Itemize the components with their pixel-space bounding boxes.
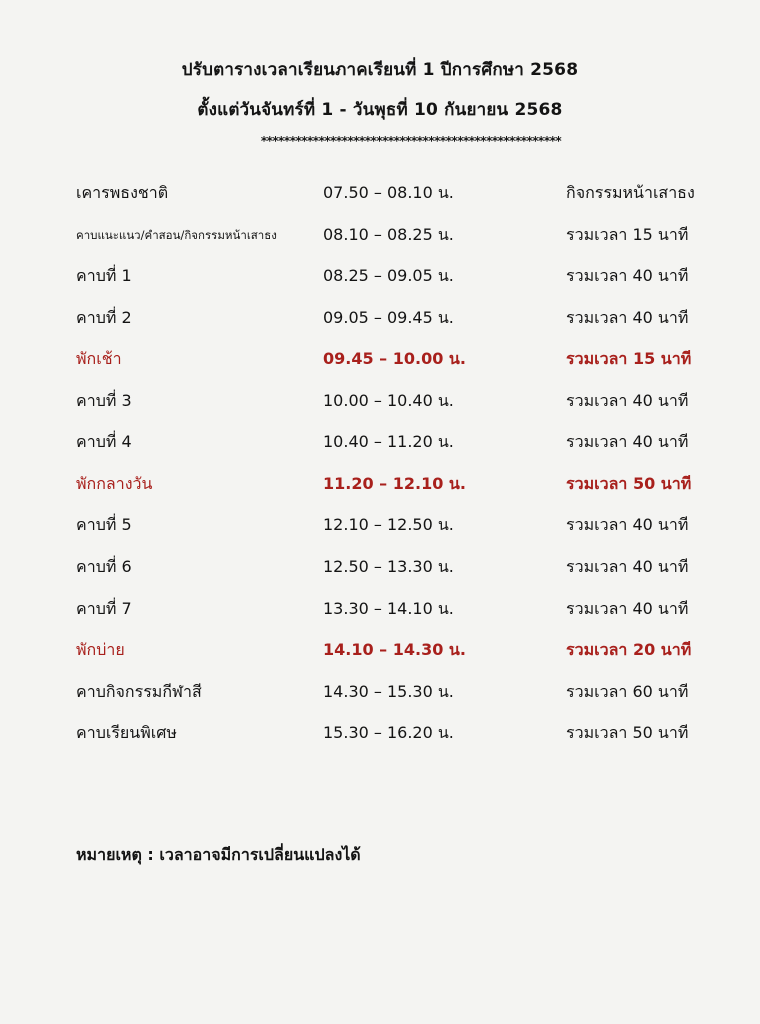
schedule-row-period-1 <box>0 264 760 294</box>
period-name: เคารพธงชาติ <box>76 183 169 202</box>
period-name: คาบที่ 6 <box>76 557 132 576</box>
period-name: คาบเรียนพิเศษ <box>76 723 177 742</box>
period-time: 08.10 – 08.25 น. <box>323 225 454 244</box>
period-time: 08.25 – 09.05 น. <box>323 266 454 285</box>
schedule-row-flag-ceremony <box>0 181 760 211</box>
period-name: พักเช้า <box>76 349 122 368</box>
schedule-row-period-5 <box>0 513 760 543</box>
period-time: 14.10 – 14.30 น. <box>323 640 466 659</box>
document-title: ปรับตารางเวลาเรียนภาคเรียนที่ 1 ปีการศึกษา 2568 <box>181 60 579 80</box>
period-duration: รวมเวลา 40 นาที <box>566 599 689 618</box>
period-time: 12.50 – 13.30 น. <box>323 557 454 576</box>
period-name: พักบ่าย <box>76 640 125 659</box>
period-time: 11.20 – 12.10 น. <box>323 474 466 493</box>
period-name: พักกลางวัน <box>76 474 153 493</box>
period-duration: รวมเวลา 40 นาที <box>566 432 689 451</box>
schedule-row-period-7 <box>0 597 760 627</box>
period-duration: รวมเวลา 60 นาที <box>566 682 689 701</box>
period-time: 13.30 – 14.10 น. <box>323 599 454 618</box>
period-name: คาบแนะแนว/คำสอน/กิจกรรมหน้าเสาธง <box>76 228 277 242</box>
schedule-row-period-2 <box>0 306 760 336</box>
period-time: 09.05 – 09.45 น. <box>323 308 454 327</box>
period-name: คาบที่ 1 <box>76 266 132 285</box>
period-name: คาบที่ 5 <box>76 515 132 534</box>
period-duration: กิจกรรมหน้าเสาธง <box>566 183 695 202</box>
period-time: 12.10 – 12.50 น. <box>323 515 454 534</box>
period-duration: รวมเวลา 50 นาที <box>566 474 692 493</box>
period-name: คาบกิจกรรมกีฬาสี <box>76 682 202 701</box>
period-time: 07.50 – 08.10 น. <box>323 183 454 202</box>
period-duration: รวมเวลา 15 นาที <box>566 225 689 244</box>
schedule-row-homeroom <box>0 223 760 253</box>
period-time: 09.45 – 10.00 น. <box>323 349 466 368</box>
schedule-row-sports-activity <box>0 680 760 710</box>
period-time: 14.30 – 15.30 น. <box>323 682 454 701</box>
footnote-remark: หมายเหตุ : เวลาอาจมีการเปลี่ยนแปลงได้ <box>76 845 361 864</box>
schedule-row-period-3 <box>0 389 760 419</box>
period-duration: รวมเวลา 15 นาที <box>566 349 692 368</box>
period-name: คาบที่ 7 <box>76 599 132 618</box>
period-duration: รวมเวลา 50 นาที <box>566 723 689 742</box>
period-duration: รวมเวลา 40 นาที <box>566 266 689 285</box>
period-duration: รวมเวลา 20 นาที <box>566 640 692 659</box>
period-duration: รวมเวลา 40 นาที <box>566 391 689 410</box>
period-duration: รวมเวลา 40 นาที <box>566 515 689 534</box>
period-time: 15.30 – 16.20 น. <box>323 723 454 742</box>
period-duration: รวมเวลา 40 นาที <box>566 308 689 327</box>
schedule-row-extra-class <box>0 721 760 751</box>
schedule-row-lunch-break <box>0 472 760 502</box>
schedule-row-period-6 <box>0 555 760 585</box>
period-time: 10.40 – 11.20 น. <box>323 432 454 451</box>
period-name: คาบที่ 2 <box>76 308 132 327</box>
schedule-row-period-4 <box>0 430 760 460</box>
schedule-row-afternoon-break <box>0 638 760 668</box>
period-name: คาบที่ 4 <box>76 432 132 451</box>
asterisk-separator: **************************************************** <box>260 134 562 148</box>
document-subtitle-date-range: ตั้งแต่วันจันทร์ที่ 1 - วันพุธที่ 10 กันยายน 2568 <box>197 100 563 120</box>
period-name: คาบที่ 3 <box>76 391 132 410</box>
schedule-row-morning-break <box>0 347 760 377</box>
period-duration: รวมเวลา 40 นาที <box>566 557 689 576</box>
period-time: 10.00 – 10.40 น. <box>323 391 454 410</box>
